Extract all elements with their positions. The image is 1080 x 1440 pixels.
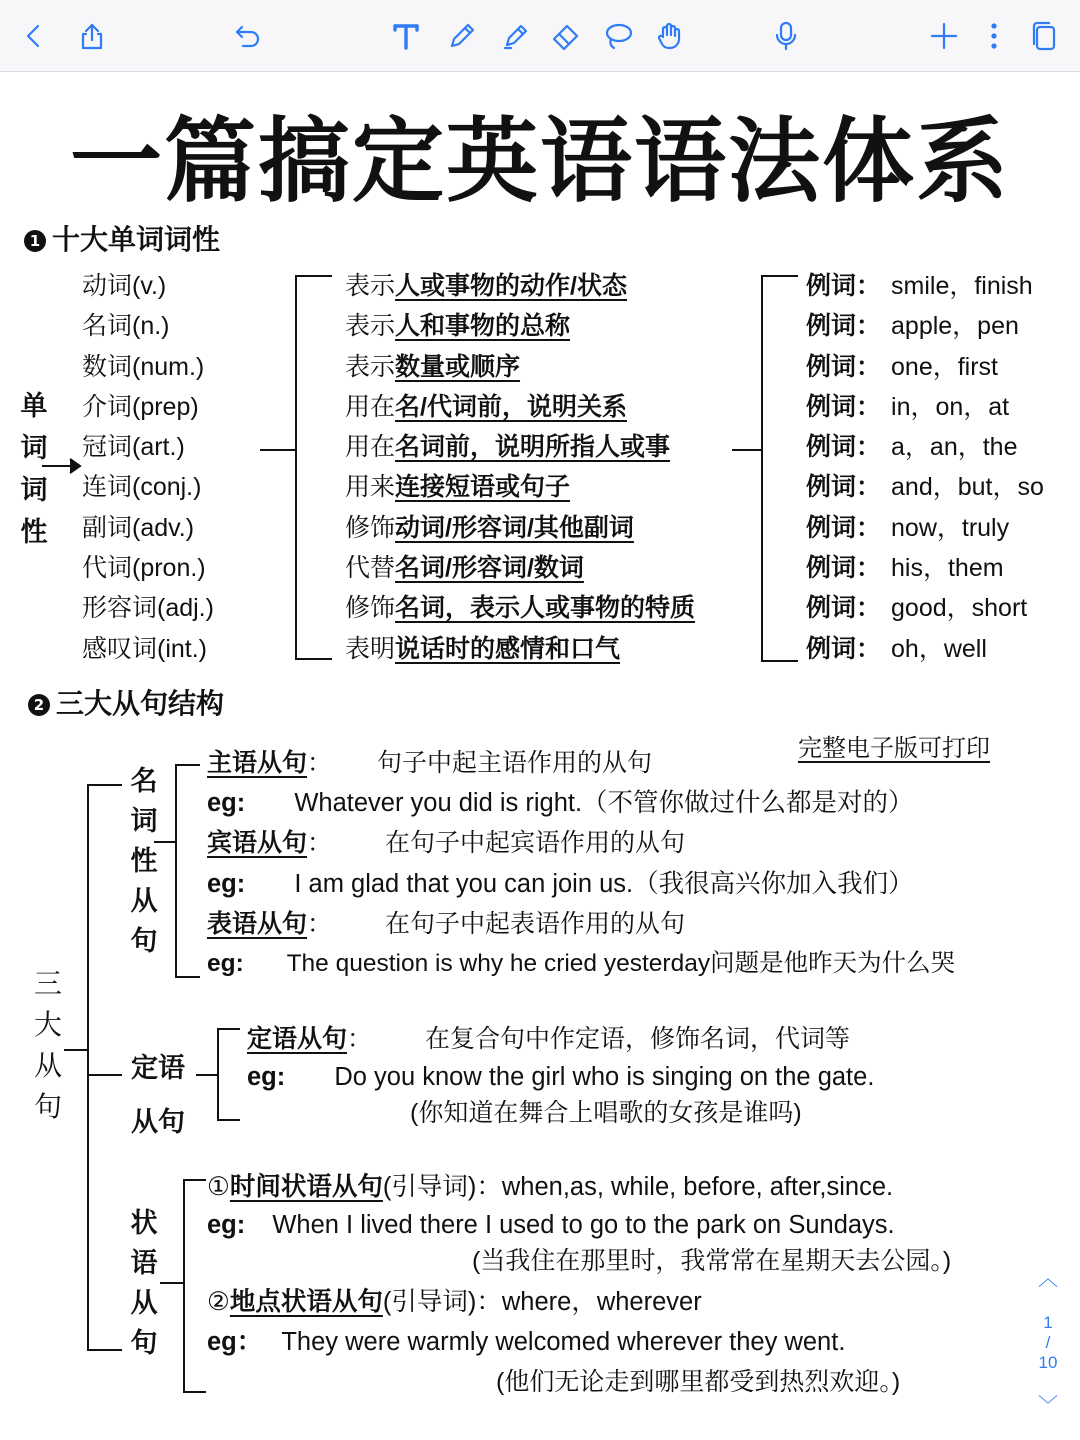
subject-clause-row: 主语从句： 句子中起主语作用的从句: [207, 749, 652, 777]
subject-clause-def: 句子中起主语作用的从句: [376, 749, 652, 777]
pages-icon[interactable]: [1022, 14, 1066, 58]
label-char: 性: [130, 846, 158, 877]
word-class-description: [345, 306, 695, 346]
predicative-clause-example-row: [207, 944, 955, 984]
predicative-clause-name: 表语从句: [207, 910, 308, 938]
example-words: smile，finish: [891, 272, 1033, 300]
attributive-clause-example-row: [247, 1057, 874, 1097]
eg-label: eg:: [207, 1211, 246, 1239]
more-icon[interactable]: [972, 14, 1016, 58]
description-prefix: 表示: [345, 352, 396, 381]
example-row: [806, 387, 1044, 427]
description-prefix: 表示: [345, 272, 396, 300]
word-class-side-label: [14, 386, 54, 554]
description-prefix: 表明: [345, 634, 396, 663]
lasso-icon[interactable]: [596, 14, 640, 58]
description-main: 连接短语或句子: [395, 473, 571, 502]
bullet-1: 1: [24, 230, 46, 252]
side-char: 句: [33, 1090, 62, 1123]
attributive-clause-translation: (你知道在舞合上唱歌的女孩是谁吗): [410, 1099, 802, 1127]
example-label: 例词：: [806, 634, 882, 663]
word-class-item: 连词(conj.): [82, 473, 202, 502]
time-clause-example: When I lived there I used to go to the park on Sundays.: [272, 1211, 895, 1239]
word-class-description: [345, 508, 695, 548]
description-main: 名词，表示人或事物的特质: [395, 594, 696, 623]
page-indicator: [1028, 1262, 1068, 1418]
eg-label: eg:: [207, 789, 246, 817]
description-prefix: 代替: [345, 554, 396, 583]
side-char: 单: [20, 391, 48, 422]
word-class-list: [82, 266, 214, 669]
object-clause-name: 宾语从句: [207, 829, 308, 857]
word-class-item: 数词(num.): [82, 352, 205, 381]
example-row: [806, 629, 1044, 669]
label-char: 从: [130, 886, 158, 917]
add-icon[interactable]: [922, 14, 966, 58]
label-char: 句: [130, 1328, 158, 1359]
bullet-2: 2: [28, 694, 50, 716]
word-class-item: 形容词(adj.): [82, 594, 214, 623]
place-clause-example-row: [207, 1322, 845, 1362]
example-row: [806, 347, 1044, 387]
word-class-descriptions: [345, 266, 695, 669]
pen-icon[interactable]: [440, 14, 484, 58]
example-label: 例词：: [806, 433, 882, 462]
example-words: and，but，so: [891, 473, 1044, 502]
example-words: a，an，the: [891, 433, 1018, 462]
example-words: good，short: [891, 594, 1028, 623]
toolbar: [0, 0, 1080, 72]
word-class-description: [345, 427, 695, 467]
eg-label: eg：: [207, 1328, 263, 1356]
word-class-description: [345, 629, 695, 669]
place-clause-suffix: (引导词)：where，wherever: [382, 1288, 702, 1316]
object-clause-def: 在句子中起宾语作用的从句: [384, 829, 685, 857]
back-icon[interactable]: [12, 14, 56, 58]
word-class-item: 感叹词(int.): [82, 634, 208, 663]
description-main: 人和事物的总称: [395, 312, 571, 341]
object-clause-row: 宾语从句： 在句子中起宾语作用的从句: [207, 829, 685, 857]
word-class-description: [345, 266, 695, 306]
adverbial-clause-label: [124, 1204, 164, 1364]
predicative-clause-example: The question is why he cried yesterday问题是他昨天为什么哭: [286, 950, 956, 977]
word-class-description: [345, 387, 695, 427]
label-char: 状: [130, 1208, 158, 1239]
description-prefix: 用在: [345, 433, 396, 462]
word-class-item: 副词(adv.): [82, 513, 195, 542]
example-row: [806, 266, 1044, 306]
text-tool-icon[interactable]: [384, 14, 428, 58]
eraser-icon[interactable]: [544, 14, 588, 58]
hand-icon[interactable]: [648, 14, 692, 58]
word-class-item: 介词(prep): [82, 392, 199, 421]
description-prefix: 用在: [345, 392, 396, 421]
example-words: in，on，at: [891, 392, 1010, 421]
side-char: 词: [20, 433, 48, 464]
description-main: 说话时的感情和口气: [395, 634, 621, 663]
eg-label: eg:: [207, 870, 246, 898]
label-part: 从句: [131, 1107, 185, 1138]
description-prefix: 表示: [345, 312, 396, 341]
eg-label: eg:: [247, 1063, 286, 1091]
place-clause-example: They were warmly welcomed wherever they went.: [281, 1328, 846, 1356]
place-clause-translation: (他们无论走到哪里都受到热烈欢迎。): [496, 1368, 901, 1396]
example-row: [806, 588, 1044, 628]
description-prefix: 修饰: [345, 594, 396, 623]
side-char: 词: [20, 475, 48, 506]
label-char: 词: [130, 806, 158, 837]
total-pages: 10: [1038, 1353, 1058, 1372]
word-class-item: 代词(pron.): [82, 554, 206, 583]
example-words: apple，pen: [891, 312, 1019, 341]
clause-side-label: [28, 963, 68, 1127]
attributive-clause-def: 在复合句中作定语，修饰名词，代词等: [424, 1025, 850, 1053]
description-main: 人或事物的动作/状态: [395, 272, 627, 300]
example-label: 例词：: [806, 554, 882, 583]
page-separator: /: [1045, 1333, 1051, 1352]
microphone-icon[interactable]: [764, 14, 808, 58]
description-main: 名词/形容词/数词: [395, 554, 584, 583]
example-label: 例词：: [806, 473, 882, 502]
attributive-clause-row: 定语从句： 在复合句中作定语，修饰名词，代词等: [247, 1025, 850, 1053]
example-label: 例词：: [806, 392, 882, 421]
description-prefix: 修饰: [345, 513, 396, 542]
place-clause-row: [207, 1282, 702, 1322]
description-main: 动词/形容词/其他副词: [395, 513, 634, 542]
example-row: [806, 548, 1044, 588]
label-char: 名: [130, 766, 158, 797]
time-clause-suffix: (引导词)：when,as, while, before, after,since.: [382, 1173, 894, 1201]
example-words: now，truly: [891, 513, 1010, 542]
subject-clause-example: Whatever you did is right.（不管你做过什么都是对的）: [294, 789, 914, 817]
section-1-label: 十大单词词性: [52, 223, 221, 256]
side-char: 三: [33, 967, 62, 1000]
word-class-description: [345, 548, 695, 588]
place-clause-name: 地点状语从句: [229, 1288, 383, 1316]
example-label: 例词：: [806, 513, 882, 542]
attributive-clause-example: Do you know the girl who is singing on the gate.: [334, 1063, 875, 1091]
word-class-examples: [806, 266, 1044, 669]
subject-clause-example-row: [207, 783, 914, 823]
description-main: 名/代词前，说明关系: [395, 392, 627, 421]
label-char: 句: [130, 926, 158, 957]
attributive-clause-label: [128, 1042, 188, 1150]
example-row: [806, 306, 1044, 346]
example-row: [806, 467, 1044, 507]
word-class-description: [345, 588, 695, 628]
word-class-item: 名词(n.): [82, 312, 170, 341]
description-main: 名词前，说明所指人或事: [395, 433, 671, 462]
side-char: 大: [33, 1008, 62, 1041]
time-clause-name: 时间状语从句: [229, 1173, 383, 1201]
predicative-clause-row: 表语从句： 在句子中起表语作用的从句: [207, 910, 685, 938]
side-char: 从: [33, 1049, 62, 1082]
example-words: one，first: [891, 352, 998, 381]
time-clause-example-row: [207, 1205, 895, 1245]
place-clause-index: ②: [207, 1288, 230, 1316]
chevron-up-icon[interactable]: ︿: [1038, 1268, 1058, 1290]
example-label: 例词：: [806, 352, 882, 381]
time-clause-index: ①: [207, 1173, 230, 1201]
object-clause-example: I am glad that you can join us.（我很高兴你加入我们）: [294, 870, 914, 898]
example-words: oh，well: [891, 634, 987, 663]
example-label: 例词：: [806, 272, 882, 300]
eg-label: eg:: [207, 950, 244, 977]
noun-clause-label: [124, 762, 164, 962]
time-clause-row: [207, 1167, 893, 1207]
current-page: 1: [1043, 1313, 1053, 1332]
section-1-heading: [24, 218, 220, 258]
example-row: [806, 427, 1044, 467]
attributive-clause-name: 定语从句: [247, 1025, 348, 1053]
example-label: 例词：: [806, 594, 882, 623]
example-row: [806, 508, 1044, 548]
label-part: 定语: [131, 1053, 185, 1084]
side-char: 性: [20, 517, 48, 548]
subject-clause-name: 主语从句: [207, 749, 308, 777]
example-words: his，them: [891, 554, 1004, 583]
section-2-label: 三大从句结构: [56, 687, 225, 720]
highlighter-icon[interactable]: [494, 14, 538, 58]
word-class-description: [345, 347, 695, 387]
label-char: 从: [130, 1288, 158, 1319]
word-class-item: 冠词(art.): [82, 433, 185, 462]
example-label: 例词：: [806, 312, 882, 341]
predicative-clause-def: 在句子中起表语作用的从句: [384, 910, 685, 938]
page-title: 一篇搞定英语语法体系: [69, 108, 1010, 215]
word-class-item: 动词(v.): [82, 272, 167, 300]
undo-icon[interactable]: [226, 14, 270, 58]
label-char: 语: [130, 1248, 158, 1279]
share-icon[interactable]: [70, 14, 114, 58]
description-main: 数量或顺序: [395, 352, 521, 381]
description-prefix: 用来: [345, 473, 396, 502]
time-clause-translation: (当我住在那里时，我常常在星期天去公园。): [472, 1247, 952, 1275]
chevron-down-icon[interactable]: ﹀: [1038, 1395, 1058, 1417]
print-note-link[interactable]: 完整电子版可打印: [798, 734, 990, 762]
section-2-heading: [28, 682, 224, 722]
word-class-description: [345, 467, 695, 507]
object-clause-example-row: [207, 864, 914, 904]
